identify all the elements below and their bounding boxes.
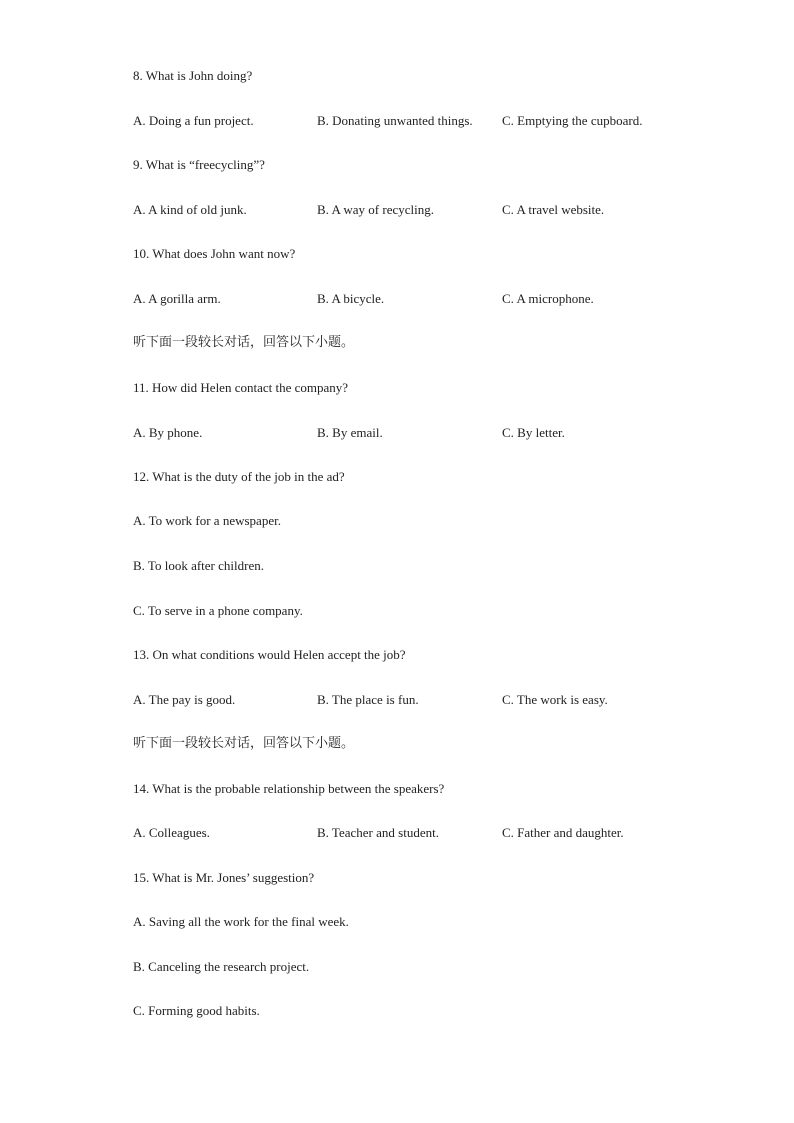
option-b: B. Teacher and student.: [317, 825, 439, 840]
question-12-option-a: A. To work for a newspaper.: [133, 513, 281, 528]
option-b: B. Donating unwanted things.: [317, 113, 473, 128]
option-a: A. The pay is good.: [133, 692, 236, 707]
option-c: C. Father and daughter.: [502, 825, 624, 840]
question-9-stem: 9. What is “freecycling”?: [133, 157, 265, 172]
question-11-stem: 11. How did Helen contact the company?: [133, 380, 349, 395]
option-a: A. By phone.: [133, 425, 203, 440]
option-a: A. Colleagues.: [133, 825, 210, 840]
option-b: B. By email.: [317, 425, 383, 440]
option-b: B. A way of recycling.: [317, 202, 434, 217]
option-a: A. A kind of old junk.: [133, 202, 247, 217]
question-9-options: [133, 201, 733, 219]
section-instruction: 听下面一段较长对话，回答以下小题。: [133, 736, 355, 751]
question-11-options: [133, 424, 733, 442]
option-a: A. Doing a fun project.: [133, 113, 254, 128]
question-13-options: [133, 691, 733, 709]
question-12-option-b: B. To look after children.: [133, 558, 264, 573]
question-12-stem: 12. What is the duty of the job in the ad?: [133, 469, 345, 484]
option-c: C. The work is easy.: [502, 692, 608, 707]
option-c: C. A microphone.: [502, 291, 594, 306]
option-c: C. A travel website.: [502, 202, 605, 217]
option-b: B. The place is fun.: [317, 692, 419, 707]
question-13-stem: 13. On what conditions would Helen accept the job?: [133, 647, 406, 662]
option-c: C. By letter.: [502, 425, 565, 440]
question-14-options: [133, 824, 733, 842]
question-8-stem: 8. What is John doing?: [133, 68, 253, 83]
question-15-stem: 15. What is Mr. Jones’ suggestion?: [133, 870, 315, 885]
section-instruction: 听下面一段较长对话，回答以下小题。: [133, 335, 355, 350]
question-15-option-a: A. Saving all the work for the final week.: [133, 914, 349, 929]
question-12-option-c: C. To serve in a phone company.: [133, 603, 303, 618]
option-c: C. Emptying the cupboard.: [502, 113, 643, 128]
question-15-option-b: B. Canceling the research project.: [133, 959, 310, 974]
question-14-stem: 14. What is the probable relationship between the speakers?: [133, 781, 445, 796]
question-10-options: [133, 290, 733, 308]
option-a: A. A gorilla arm.: [133, 291, 221, 306]
question-8-options: [133, 112, 733, 130]
question-10-stem: 10. What does John want now?: [133, 246, 296, 261]
option-b: B. A bicycle.: [317, 291, 385, 306]
question-15-option-c: C. Forming good habits.: [133, 1003, 260, 1018]
